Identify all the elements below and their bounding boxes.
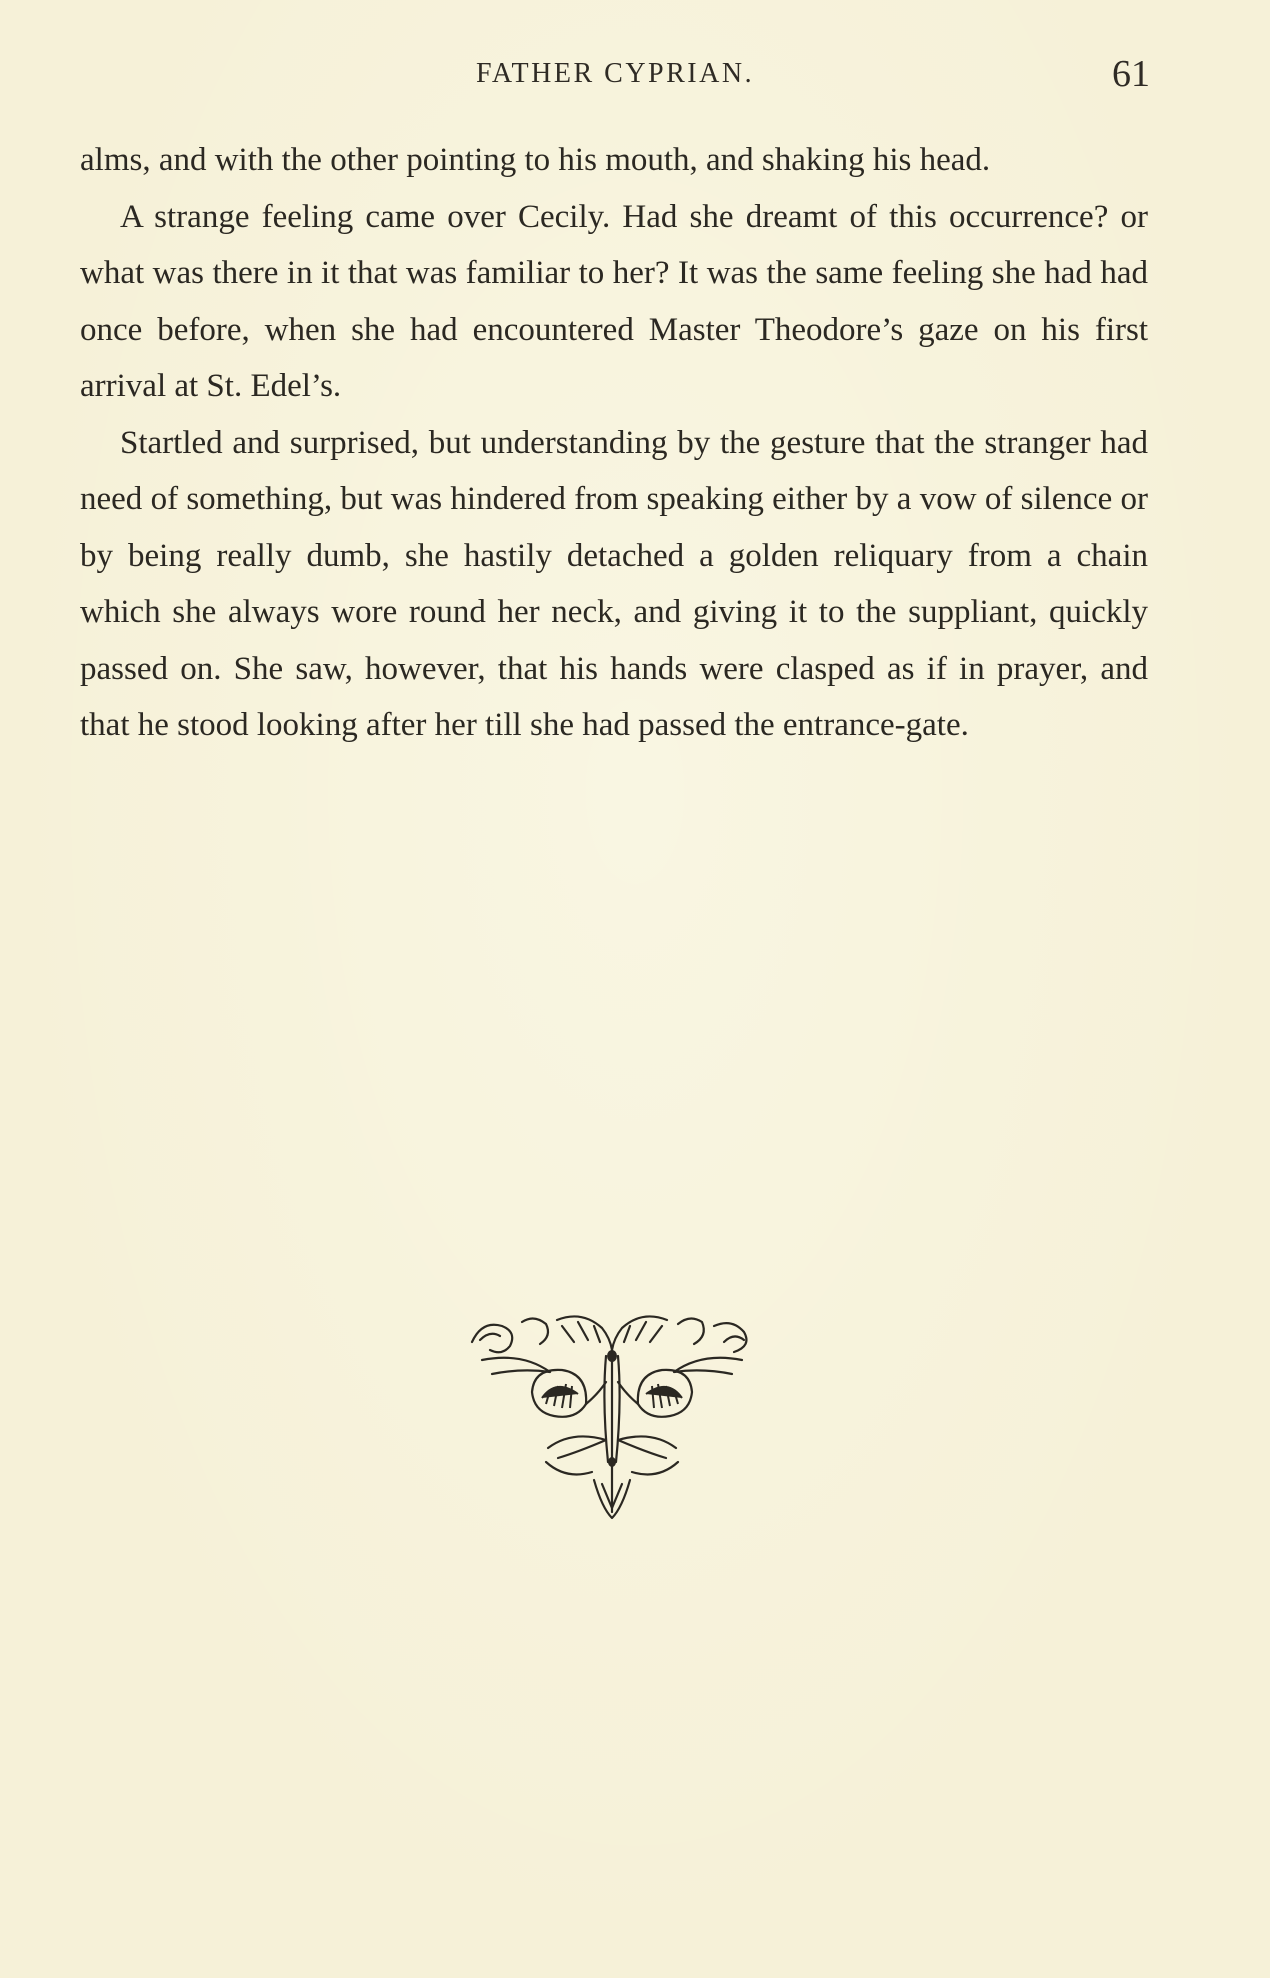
paragraph-3: Startled and surprised, but understanding by the gesture that the stranger had need of something, but was hindered from speaking either by a vow of silence or by being really dumb, she hastily detached a golden reliquary from a chain which she always wore round her neck, and giving it to the suppliant, quickly passed on. She saw, however, that his hands were clasped as if in prayer, and that he stood looking after her till she had passed the entrance-gate. [80,424,1148,743]
running-head [80,52,1150,100]
body-text [80,132,1148,754]
floral-tailpiece-icon [462,1312,762,1527]
paragraph-2: A strange feeling came over Cecily. Had she dreamt of this occurrence? or what was there in it that was familiar to her? It was the same feeling she had had once before, when she had encountered Master Theodore’s gaze on his first arrival at St. Edel’s. [80,198,1148,404]
running-title: FATHER CYPRIAN. [475,58,755,89]
paragraph-1: alms, and with the other pointing to his mouth, and shaking his head. [80,142,991,178]
page-number: 61 [1112,53,1150,95]
